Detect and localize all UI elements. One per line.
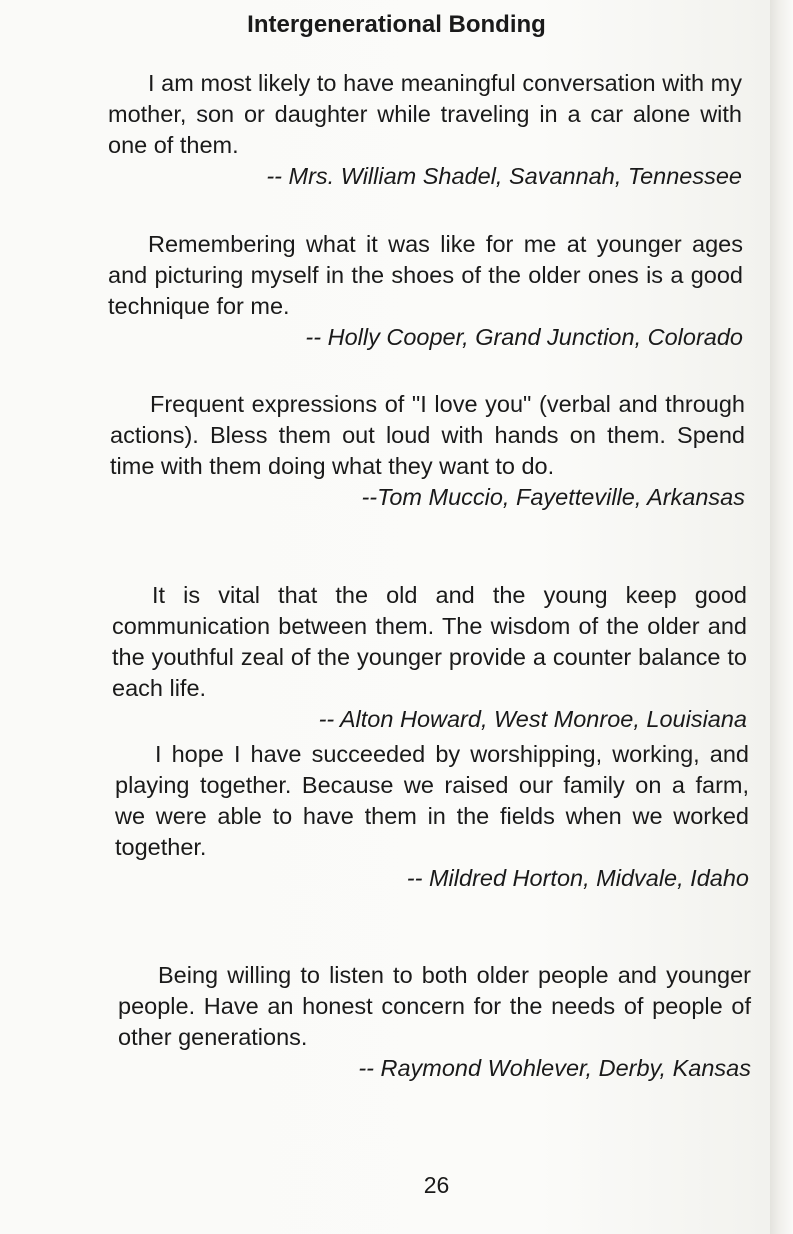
quote-text: It is vital that the old and the young keep good communication between them. The wisdom of the older and the youthful zeal of the younger provide a counter balance to each life. <box>112 582 747 701</box>
quote-attribution: -- Mrs. William Shadel, Savannah, Tennessee <box>266 163 742 189</box>
quote-text: I am most likely to have meaningful conversation with my mother, son or daughter while traveling in a car alone with one of them. <box>108 70 742 158</box>
quote-text: Frequent expressions of "I love you" (verbal and through actions). Bless them out loud with hands on them. Spend time with them doing what they want to do. <box>110 391 745 479</box>
quote-text: Remembering what it was like for me at younger ages and picturing myself in the shoes of the older ones is a good technique for me. <box>108 231 743 319</box>
page-number: 26 <box>423 1172 450 1198</box>
quote-text: I hope I have succeeded by worshipping, working, and playing together. Because we raised our family on a farm, we were able to have them in the fields when we worked together. <box>115 741 749 860</box>
page-title: Intergenerational Bonding <box>247 11 546 38</box>
quote-entry <box>115 739 749 894</box>
quote-attribution: -- Holly Cooper, Grand Junction, Colorado <box>305 324 743 350</box>
quote-attribution: -- Raymond Wohlever, Derby, Kansas <box>358 1055 751 1081</box>
page-edge-shadow <box>770 0 793 1234</box>
quote-text: Being willing to listen to both older people and younger people. Have an honest concern for the needs of people of other generations. <box>118 962 751 1050</box>
quote-entry <box>108 68 742 192</box>
quote-entry <box>110 389 745 513</box>
quote-entry <box>112 580 747 735</box>
quote-entry <box>108 229 743 353</box>
quote-entry <box>118 960 751 1084</box>
quote-attribution: --Tom Muccio, Fayetteville, Arkansas <box>361 484 745 510</box>
quote-attribution: -- Mildred Horton, Midvale, Idaho <box>406 865 749 891</box>
quote-attribution: -- Alton Howard, West Monroe, Louisiana <box>318 706 747 732</box>
